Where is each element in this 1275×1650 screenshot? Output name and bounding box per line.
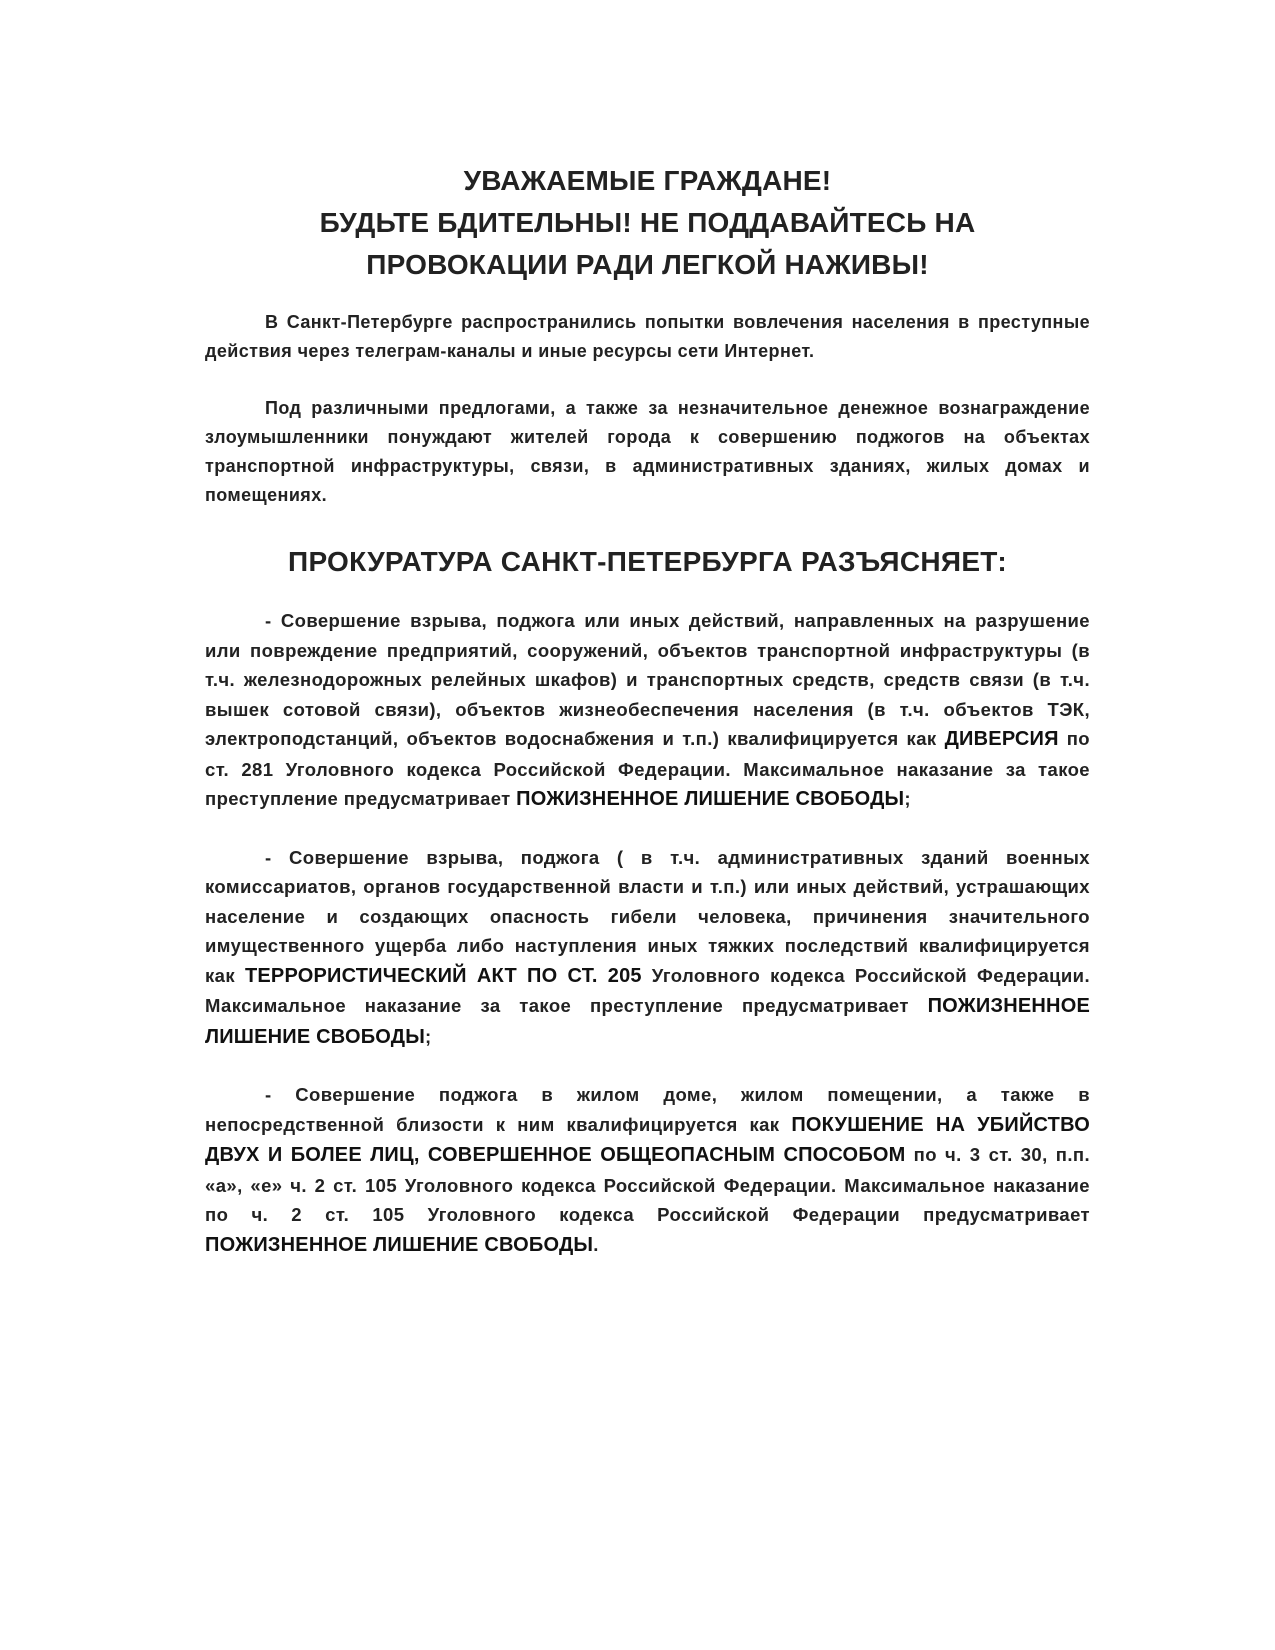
document-page [205, 160, 1090, 1260]
clause-end: . [593, 1233, 599, 1255]
clause-sabotage [205, 606, 1090, 815]
clause-text: - Совершение взрыва, поджога или иных действий, направленных на разрушение или повреждение предприятий, сооружений, объектов транспортной инфраструктуры (в т.ч. железнодорожных релейных шкафов) и транспортных средств, средств связи (в т.ч. вышек сотовой связи), объектов жизнеобеспечения населения (в т.ч. объектов ТЭК, электроподстанций, объектов водоснабжения и т.п.) квалифицируется как [205, 610, 1090, 749]
intro-paragraph-1: В Санкт-Петербурге распространились попытки вовлечения населения в преступные действия через телеграм-каналы и иные ресурсы сети Интернет. [205, 312, 1090, 361]
clause-text: - Совершение поджога в жилом доме, жилом помещении, а также в непосредственной близости к ним квалифицируется как [205, 1084, 1090, 1135]
clause-end: ; [425, 1025, 432, 1047]
headline-line-2: БУДЬТЕ БДИТЕЛЬНЫ! НЕ ПОДДАВАЙТЕСЬ НА [319, 207, 976, 238]
section-heading: ПРОКУРАТУРА САНКТ-ПЕТЕРБУРГА РАЗЪЯСНЯЕТ: [288, 546, 1007, 577]
clause-emphasis: ТЕРРОРИСТИЧЕСКИЙ АКТ ПО СТ. 205 [244, 964, 642, 987]
clause-text: Уголовного кодекса Российской Федерации. Максимальное наказание за такое преступление предусматривает [205, 964, 1090, 1016]
clause-penalty: ПОЖИЗНЕННОЕ ЛИШЕНИЕ СВОБОДЫ [516, 788, 905, 810]
clause-attempted-murder [205, 1080, 1090, 1260]
intro-paragraph-2: Под различными предлогами, а также за незначительное денежное вознаграждение злоумышленники понуждают жителей города к совершению поджогов на объектах транспортной инфраструктуры, связи, в административных зданиях, жилых домах и помещениях. [205, 398, 1090, 505]
clause-emphasis: ДИВЕРСИЯ [944, 728, 1059, 750]
clause-penalty: ПОЖИЗНЕННОЕ ЛИШЕНИЕ СВОБОДЫ [205, 995, 1090, 1048]
clause-text: по ч. 3 ст. 30, п.п. «а», «е» ч. 2 ст. 105 Уголовного кодекса Российской Федерации. Максимальное наказание по ч. 2 ст. 105 Уголовного кодекса Российской Федерации предусматривает [205, 1144, 1090, 1225]
clause-text: по ст. 281 Уголовного кодекса Российской Федерации. Максимальное наказание за такое преступление предусматривает [205, 728, 1090, 809]
clause-end: ; [904, 788, 911, 809]
clause-text: - Совершение взрыва, поджога ( в т.ч. административных зданий военных комиссариатов, органов государственной власти и т.п.) или иных действий, устрашающих население и создающих опасность гибели человека, причинения значительного имущественного ущерба либо наступления иных тяжких последствий квалифицируется как [205, 846, 1090, 986]
clause-penalty: ПОЖИЗНЕННОЕ ЛИШЕНИЕ СВОБОДЫ [205, 1233, 594, 1256]
headline [205, 160, 1090, 286]
headline-line-1: УВАЖАЕМЫЕ ГРАЖДАНЕ! [463, 165, 832, 196]
intro-section [205, 308, 1090, 510]
headline-line-3: ПРОВОКАЦИИ РАДИ ЛЕГКОЙ НАЖИВЫ! [366, 249, 929, 280]
clause-emphasis: ПОКУШЕНИЕ НА УБИЙСТВО ДВУХ И БОЛЕЕ ЛИЦ, СОВЕРШЕННОЕ ОБЩЕОПАСНЫМ СПОСОБОМ [205, 1113, 1090, 1166]
clause-terror-act [205, 843, 1090, 1053]
clauses-list [205, 606, 1090, 1260]
